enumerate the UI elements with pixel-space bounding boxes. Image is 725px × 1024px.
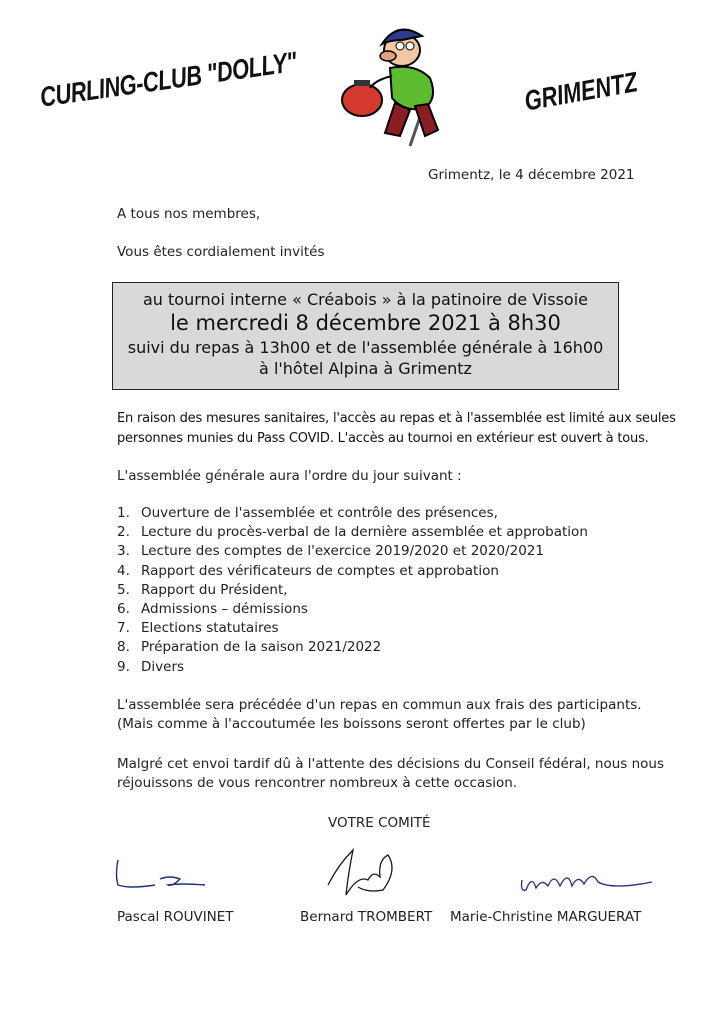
agenda-item: 9. Divers: [117, 658, 185, 675]
closing-line: réjouissons de vous rencontrer nombreux à cette occasion.: [117, 775, 518, 791]
agenda-item: 2. Lecture du procès-verbal de la dernière assemblée et approbation: [117, 524, 588, 541]
event-line-tournament: au tournoi interne « Créabois » à la patinoire de Vissoie: [143, 290, 588, 309]
agenda-item: 5. Rapport du Président,: [117, 581, 288, 598]
agenda-item: 3. Lecture des comptes de l'exercice 2019/2020 et 2020/2021: [117, 543, 544, 560]
notice-line: En raison des mesures sanitaires, l'accès au repas et à l'assemblée est limité aux seules: [117, 411, 676, 426]
meal-line: L'assemblée sera précédée d'un repas en commun aux frais des participants.: [117, 697, 642, 713]
agenda-item: 4. Rapport des vérificateurs de comptes et approbation: [117, 562, 499, 579]
closing-line: Malgré cet envoi tardif dû à l'attente des décisions du Conseil fédéral, nous nous: [117, 756, 665, 772]
agenda-item: 1. Ouverture de l'assemblée et contrôle des présences,: [117, 505, 498, 521]
notice-line: personnes munies du Pass COVID. L'accès au tournoi en extérieur est ouvert à tous.: [117, 431, 649, 446]
agenda-item: 8. Préparation de la saison 2021/2022: [117, 639, 382, 656]
event-box: [112, 282, 619, 390]
signature-trombert: [318, 845, 408, 905]
salutation: A tous nos membres,: [117, 206, 261, 222]
event-line-venue: à l'hôtel Alpina à Grimentz: [259, 359, 472, 378]
agenda-list: [117, 505, 588, 678]
club-location: GRIMENTZ: [522, 66, 640, 117]
signatory-name: Marie-Christine MARGUERAT: [450, 909, 642, 925]
event-line-date: le mercredi 8 décembre 2021 à 8h30: [170, 311, 561, 335]
signature-marguerat: [512, 860, 662, 900]
agenda-item: 6. Admissions – démissions: [117, 600, 308, 617]
committee-heading: VOTRE COMITÉ: [328, 815, 431, 831]
signature-rouvinet: [110, 855, 220, 895]
invitation: Vous êtes cordialement invités: [117, 244, 325, 260]
covid-notice: [117, 409, 676, 449]
meal-line: (Mais comme à l'accoutumée les boissons seront offertes par le club): [117, 716, 586, 732]
club-name: CURLING-CLUB "DOLLY": [38, 45, 299, 113]
curling-mascot-icon: [330, 18, 460, 148]
event-line-schedule: suivi du repas à 13h00 et de l'assemblée générale à 16h00: [127, 338, 604, 357]
signatory-name: Bernard TROMBERT: [300, 909, 433, 925]
agenda-item: 7. Elections statutaires: [117, 620, 279, 637]
agenda-intro: L'assemblée générale aura l'ordre du jour suivant :: [117, 468, 462, 484]
date-line: Grimentz, le 4 décembre 2021: [428, 167, 635, 183]
signatory-name: Pascal ROUVINET: [117, 909, 234, 925]
